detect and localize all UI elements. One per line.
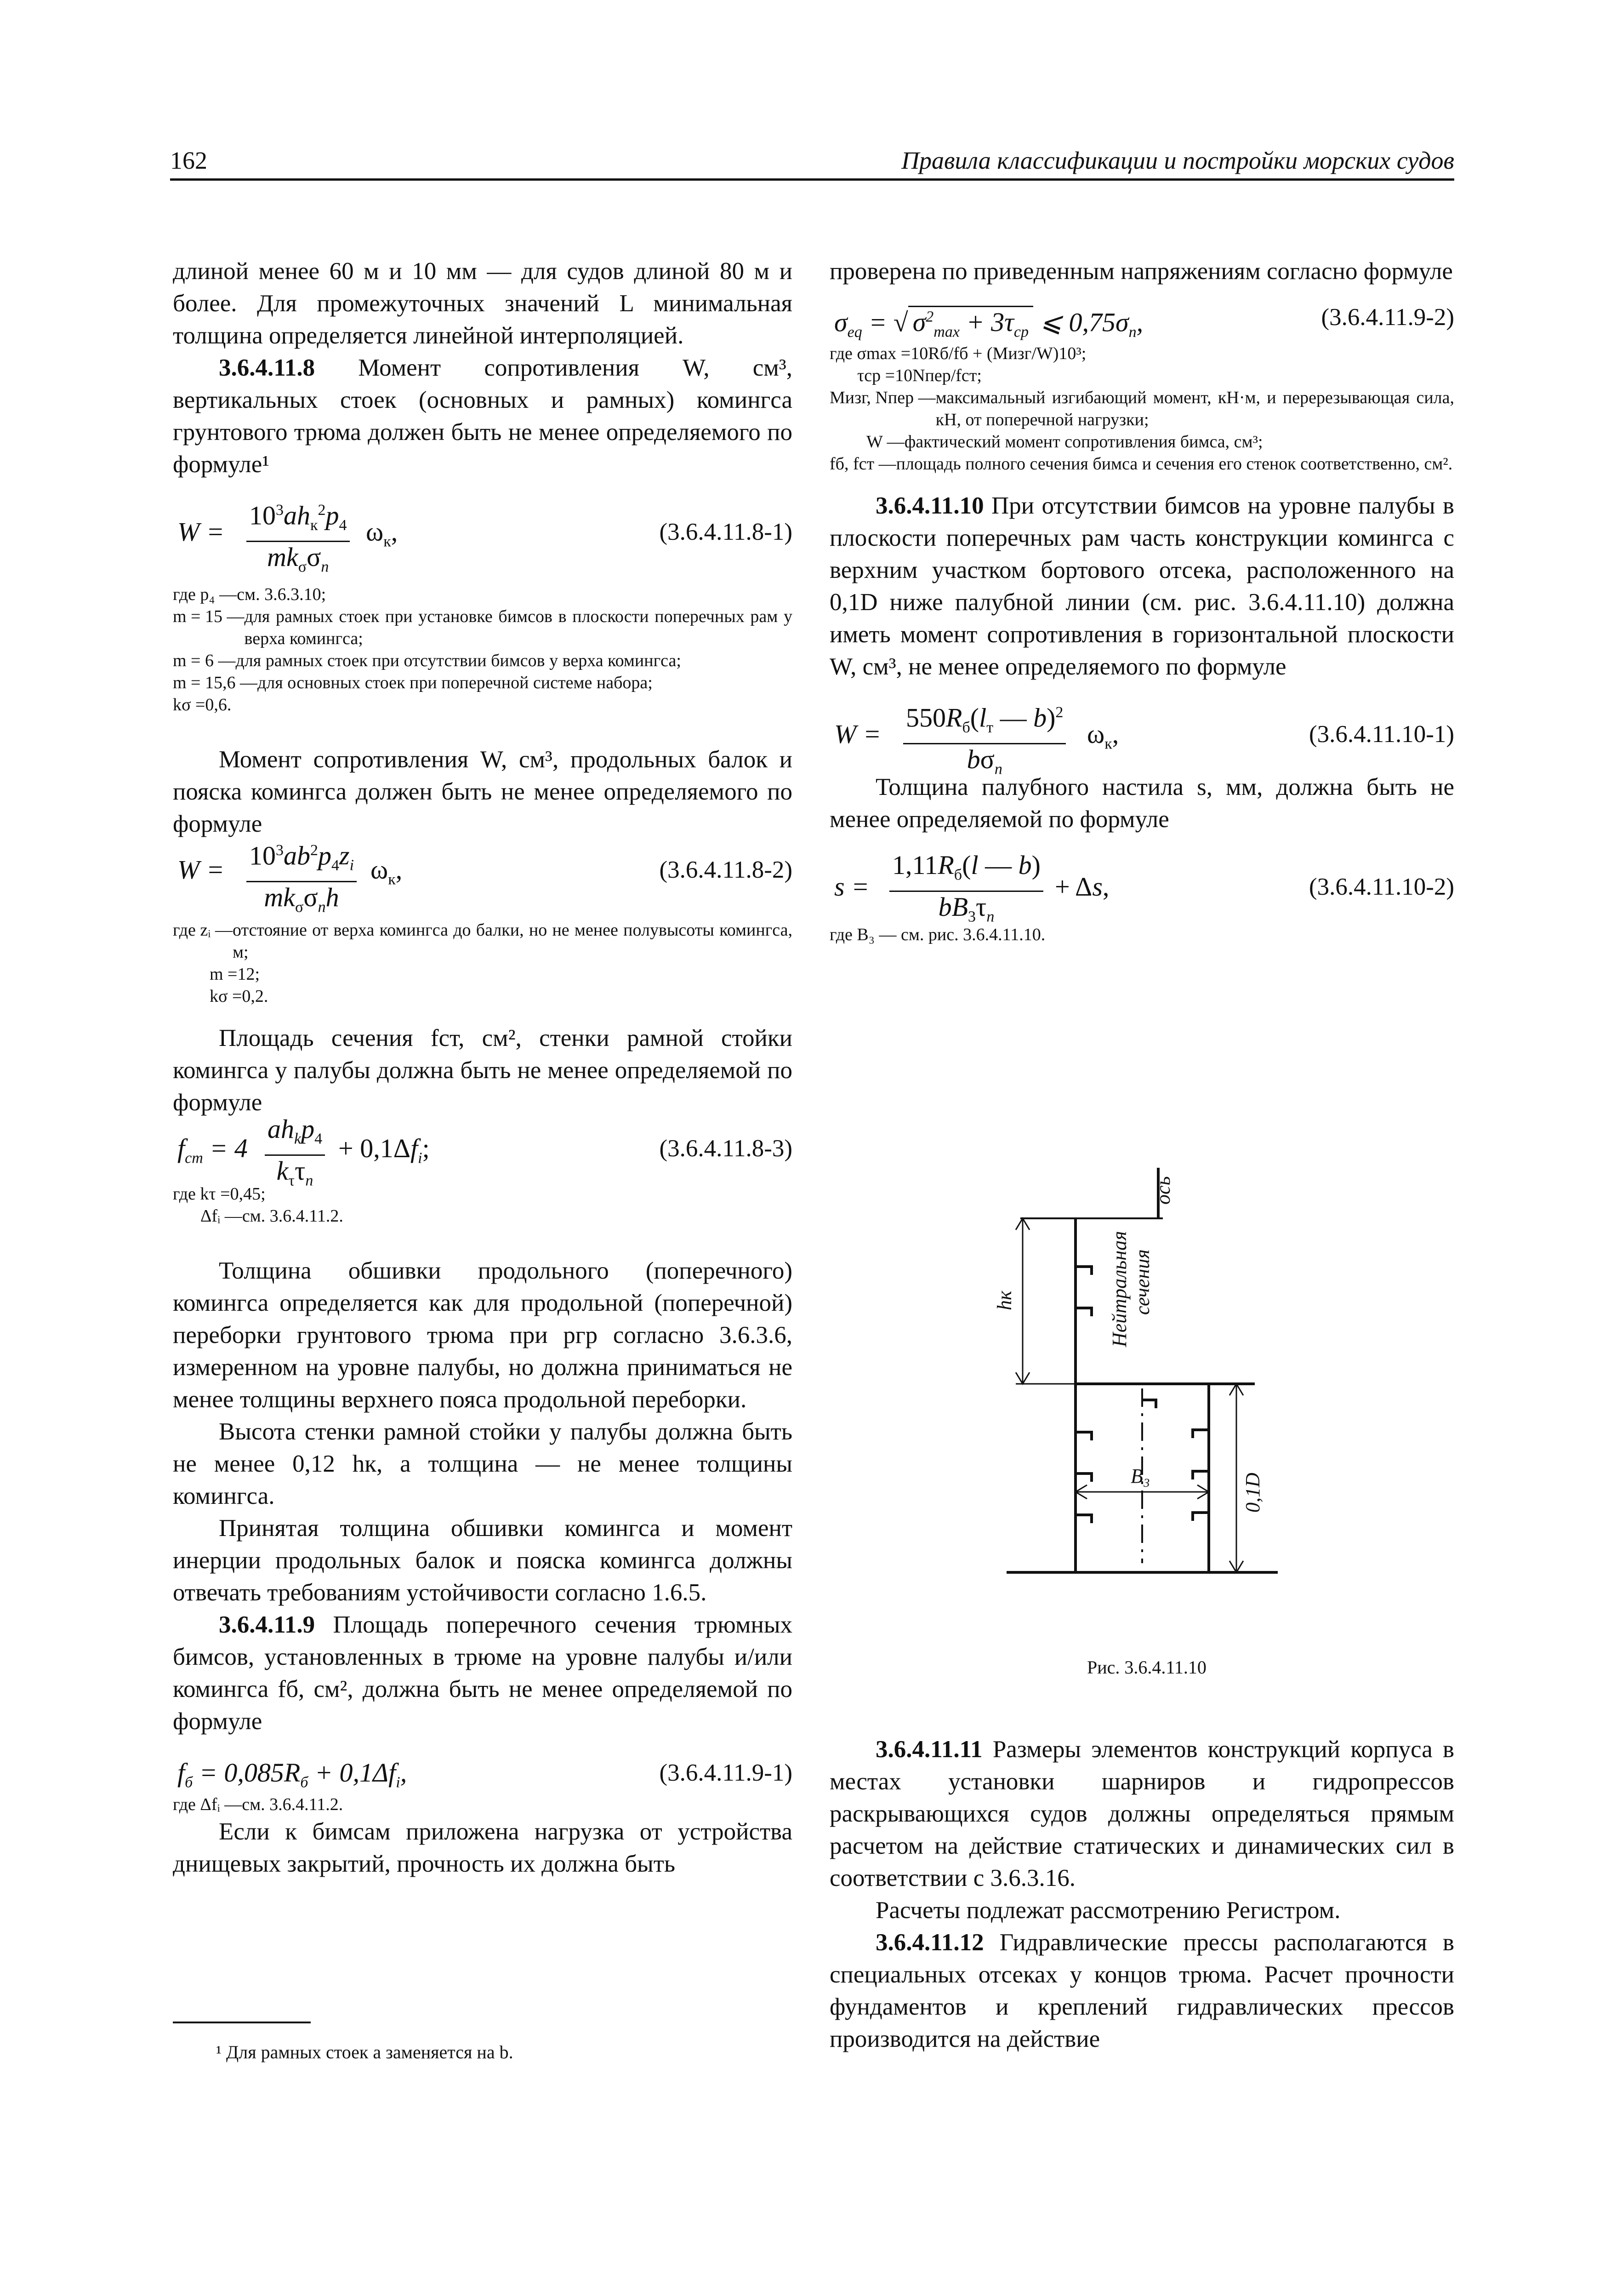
paragraph: Высота стенки рамной стойки у палубы должна быть не менее 0,12 hк, а толщина — не менее толщины комингса. bbox=[173, 1418, 792, 1509]
formula-3-6-4-11-9-1: $f_б = 0,085R_б + 0,1\Delta f_i$, (3.6.4.11.9-1) bbox=[177, 1758, 792, 1791]
label-b3: B₃ bbox=[1131, 1465, 1150, 1487]
right-column bbox=[830, 255, 1454, 946]
paragraph: Принятая толщина обшивки комингса и момент инерции продольных балок и пояска комингса должны отвечать требованиям устойчивости согласно 1.6.5. bbox=[173, 1515, 792, 1606]
paragraph: Расчеты подлежат рассмотрению Регистром. bbox=[876, 1897, 1341, 1924]
section-3-6-4-11-11: 3.6.4.11.11 Размеры элементов конструкций корпуса в местах установки шарниров и гидропрессов раскрывающихся судов должны определяться прямым расчетом на действие статических и динамических сил в соответствии с 3.6.3.16. bbox=[830, 1736, 1454, 1891]
figure-caption: Рис. 3.6.4.11.10 bbox=[1087, 1657, 1207, 1678]
where-list-4: где Δfᵢ — см. 3.6.4.11.2. bbox=[173, 1795, 343, 1814]
section-3-6-4-11-8: 3.6.4.11.8 Момент сопротивления W, см³, вертикальных стоек (основных и рамных) комингса грунтового трюма должен быть не менее определяемого по формуле¹ bbox=[173, 354, 792, 478]
where-list-2: где zᵢ — отстояние от верха комингса до балки, но не менее полувысоты комингса, м; m = 12; kσ = 0,2. bbox=[173, 920, 792, 1006]
footnote: ¹ Для рамных стоек a заменяется на b. bbox=[216, 2042, 513, 2062]
paragraph: Момент сопротивления W, см³, продольных балок и пояска комингса должен быть не менее определяемого по формуле bbox=[173, 746, 792, 837]
section-3-6-4-11-10: 3.6.4.11.10 При отсутствии бимсов на уровне палубы в плоскости поперечных рам часть конструкции комингса с верхним участком бортового отсека, расположенного на 0,1D ниже палубной линии (см. рис. 3.6.4.11.10) должна иметь момент сопротивления в горизонтальной плоскости W, см³, не менее определяемого по формуле bbox=[830, 492, 1454, 680]
footnote-rule bbox=[173, 2022, 311, 2023]
where-list-3: где kτ = 0,45; Δfᵢ — см. 3.6.4.11.2. bbox=[173, 1184, 343, 1226]
figure-3-6-4-11-10 bbox=[988, 1149, 1310, 1609]
formula-3-6-4-11-10-2: s = $1,11R_б(l$ — b) $bB_3\tau_n$ + Δs, (3.6.4.11.10-2) bbox=[834, 850, 1454, 925]
where-list-5: где σmax = 10Rб/fб + (Mизг/W)10³; τср = 10Nпер/fст; Mизг, Nпер — максимальный изгибающий момент, кН·м, и перерезывающая сила, кН, от поперечной нагрузки; W — фактический момент сопротивления бимса, см³; fб, fст — площадь полного сечения бимса и сечения его стенок соответственно, см². bbox=[830, 344, 1454, 474]
label-section: сечения bbox=[1131, 1249, 1154, 1315]
paragraph: Толщина палубного настила s, мм, должна быть не менее определяемой по формуле bbox=[830, 774, 1454, 833]
page-number: 162 bbox=[170, 147, 207, 174]
where-list-1: где p₄ — см. 3.6.3.10; m = 15 — для рамных стоек при установке бимсов в плоскости поперечных рам у верха комингса; m = 6 — для рамных стоек при отсутствии бимсов у верха комингса; m = 15,6 — для основных стоек при поперечной системе набора; kσ = 0,6. bbox=[173, 585, 792, 714]
formula-3-6-4-11-8-3: $f_{ст} = 4$ $ah_kp_4$ $k_\tau\tau_n$ + $0,1\Delta f_i$; (3.6.4.11.8-3) bbox=[177, 1114, 792, 1189]
left-column bbox=[173, 255, 792, 1880]
formula-3-6-4-11-9-2: $\sigma_{eq}$ = √ $\sigma^2_{max} + 3\tau_{ср}$ ⩽ $0,75\sigma_n$, (3.6.4.11.9-2) bbox=[834, 304, 1454, 341]
label-neutral: Нейтральная bbox=[1108, 1231, 1131, 1347]
right-column-lower bbox=[830, 1733, 1454, 2055]
paragraph: Площадь сечения fст, см², стенки рамной стойки комингса у палубы должна быть не менее определяемой по формуле bbox=[173, 1025, 792, 1116]
label-axis: ось bbox=[1152, 1176, 1174, 1205]
paragraph: Если к бимсам приложена нагрузка от устройства днищевых закрытий, прочность их должна быть bbox=[173, 1818, 792, 1877]
running-title: Правила классификации и постройки морских судов bbox=[901, 147, 1454, 174]
paragraph: проверена по приведенным напряжениям согласно формуле bbox=[830, 258, 1453, 285]
paragraph: Толщина обшивки продольного (поперечного) комингса определяется как для продольной (поперечной) переборки грунтового трюма при pгр согласно 3.6.3.6, измеренном на уровне палубы, но должна приниматься не менее толщины верхнего пояса продольной переборки. bbox=[173, 1257, 792, 1413]
label-hk: hк bbox=[993, 1291, 1016, 1310]
formula-3-6-4-11-8-1: W = $10^3ah_к^2p_4$ $mk_\sigma\sigma_n$ $\omega_к$, (3.6.4.11.8-1) bbox=[173, 495, 792, 569]
where-list-7: где B₃ — см. рис. 3.6.4.11.10. bbox=[830, 925, 1046, 944]
paragraph: длиной менее 60 м и 10 мм — для судов длиной 80 м и более. Для промежуточных значений L минимальная толщина определяется линейной интерполяцией. bbox=[173, 258, 792, 349]
header-rule bbox=[170, 178, 1454, 181]
formula-3-6-4-11-10-1: W = $550R_б(l_т$ — b)$^2$ $b\sigma_n$ $\omega_к$, (3.6.4.11.10-1) bbox=[830, 697, 1454, 771]
label-0-1d: 0,1D bbox=[1241, 1473, 1264, 1513]
formula-3-6-4-11-8-2: W = $10^3ab^2p_4z_i$ $mk_\sigma\sigma_nh$ $\omega_к$, (3.6.4.11.8-2) bbox=[173, 840, 792, 904]
section-3-6-4-11-9: 3.6.4.11.9 Площадь поперечного сечения трюмных бимсов, установленных в трюме на уровне палубы и/или комингса fб, см², должна быть не менее определяемой по формуле bbox=[173, 1611, 793, 1735]
section-3-6-4-11-12: 3.6.4.11.12 Гидравлические прессы располагаются в специальных отсеках у концов трюма. Расчет прочности фундаментов и креплений гидравлических прессов производится на действие bbox=[830, 1929, 1455, 2052]
